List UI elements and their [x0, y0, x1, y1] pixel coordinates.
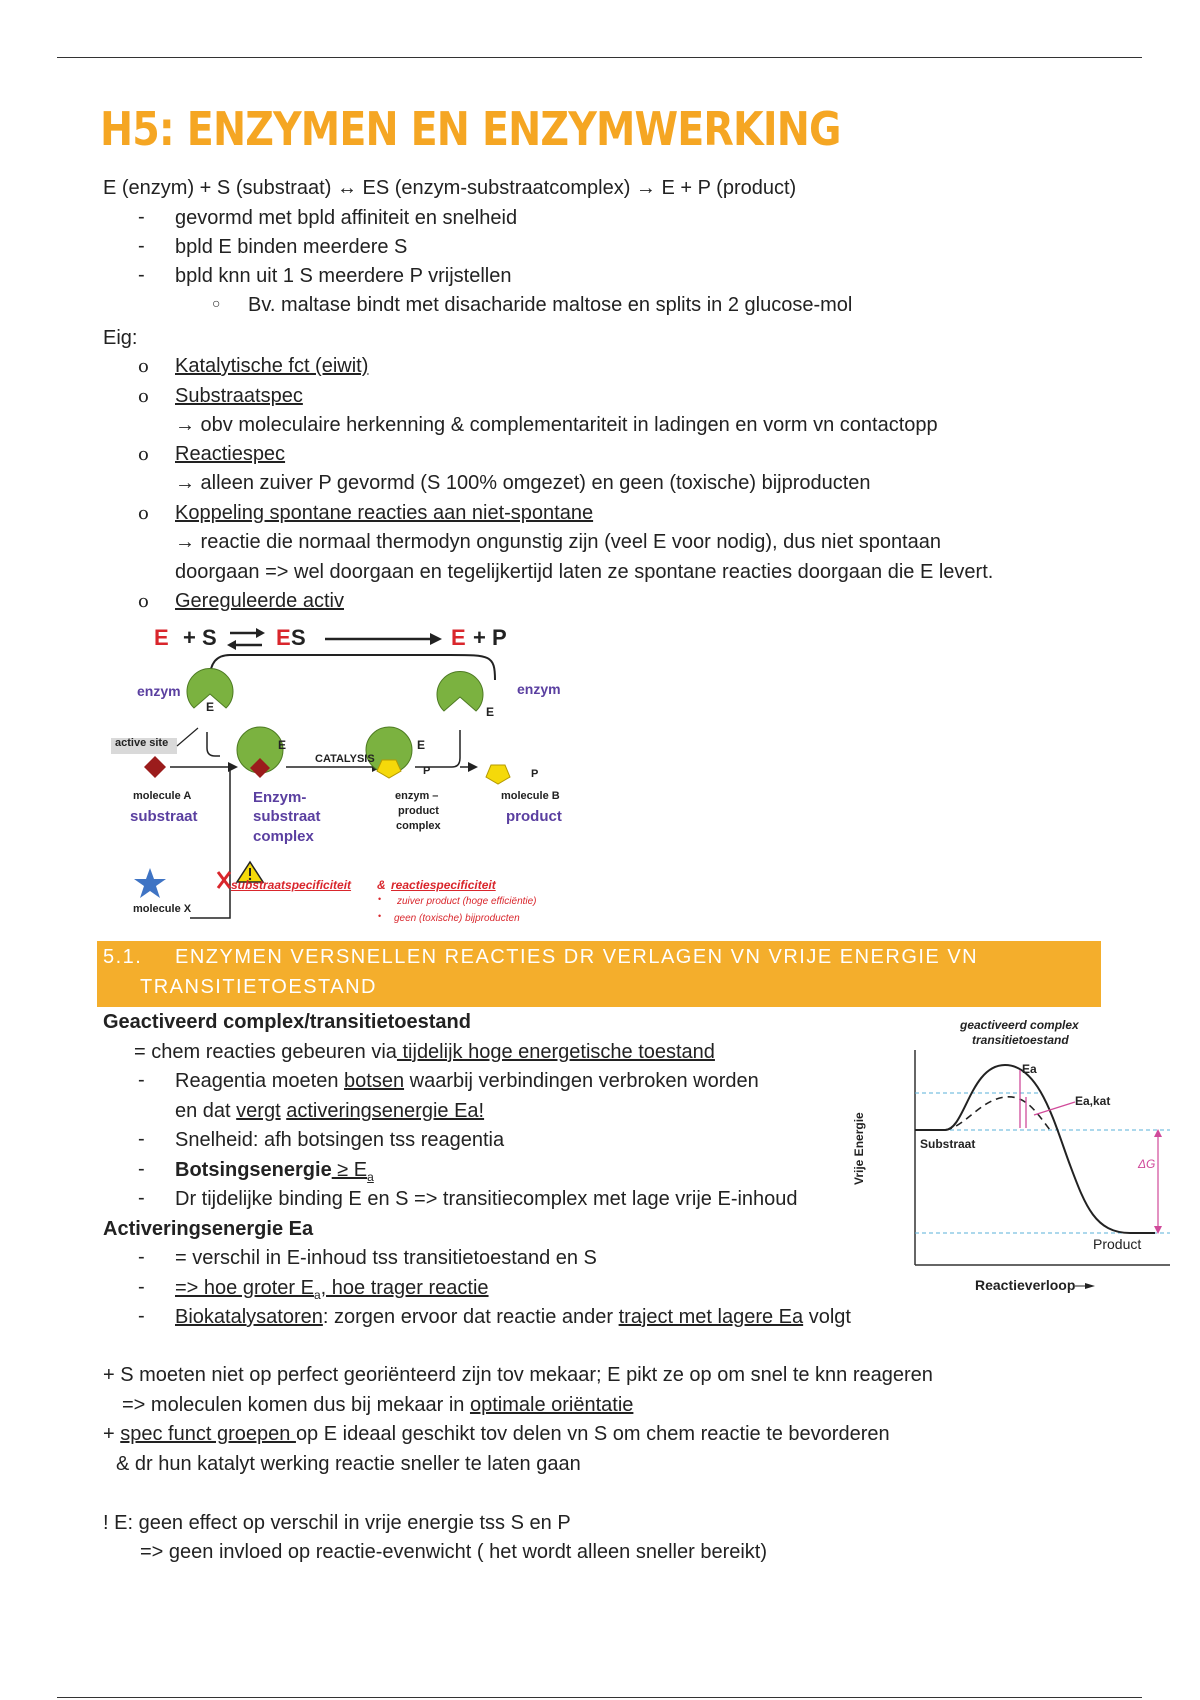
eig-item-title: Katalytische fct (eiwit) [175, 355, 369, 377]
ae-bullet: = verschil in E-inhoud tss transitietoestand en S [175, 1247, 597, 1269]
spec-amp: & [377, 878, 386, 892]
note-bullet: • [378, 911, 382, 921]
enzyme-letter: E [486, 705, 495, 719]
eig-item-desc: → alleen zuiver P gevormd (S 100% omgezet) en geen (toxische) bijproducten [175, 472, 871, 494]
section-banner [97, 941, 1101, 1007]
epc-label: complex [396, 820, 441, 832]
blocked-x-icon [218, 872, 230, 888]
eig-item-title: Substraatspec [175, 385, 303, 407]
eq-plus-p: + P [473, 625, 507, 650]
eq-es-s: S [291, 625, 306, 650]
complex-label: complex [253, 828, 314, 845]
graph-product: Product [1093, 1236, 1142, 1252]
complex-label: Enzym- [253, 789, 307, 806]
o-bullet: o [138, 503, 149, 524]
note-paragraph: => geen invloed op reactie-evenwicht ( het wordt alleen sneller bereikt) [140, 1541, 768, 1563]
molecule-b-label: molecule B [501, 790, 560, 802]
enzyme-mechanism-diagram [110, 620, 590, 940]
dash: - [138, 1158, 145, 1180]
page-title: H5: ENZYMEN EN ENZYMWERKING [100, 102, 841, 156]
o-bullet: o [138, 444, 149, 465]
dash: - [138, 1305, 145, 1327]
dash: - [138, 206, 145, 228]
intro-sub-bullet: Bv. maltase bindt met disacharide maltose en splits in 2 glucose-mol [248, 294, 853, 316]
catalysis-label: CATALYSIS [315, 753, 375, 765]
dash: - [138, 1246, 145, 1268]
dash: - [138, 1187, 145, 1209]
section-title-line2: TRANSITIETOESTAND [140, 976, 378, 998]
graph-ylabel: Vrije Energie [852, 1112, 866, 1185]
molecule-a-diamond [144, 756, 166, 778]
eq-plus-s: + S [183, 625, 217, 650]
ae-heading: Activeringsenergie Ea [103, 1218, 314, 1240]
enzym-label-right: enzym [517, 681, 561, 697]
graph-title1: geactiveerd complex [960, 1018, 1079, 1032]
ae-bullet: Biokatalysatoren: zorgen ervoor dat reactie ander traject met lagere Ea volgt [175, 1306, 851, 1328]
eig-label: Eig: [103, 327, 138, 349]
complex-label: substraat [253, 808, 321, 825]
equilibrium-arrows [227, 628, 265, 650]
bottom-rule [57, 1697, 1142, 1698]
product-pentagon [486, 765, 510, 784]
eig-item-desc: → reactie die normaal thermodyn ongunstig zijn (veel E voor nodig), dus niet spontaan [175, 531, 941, 553]
graph-title2: transitietoestand [972, 1033, 1069, 1047]
ga-heading: Geactiveerd complex/transitietoestand [103, 1011, 471, 1033]
molecule-a-label: molecule A [133, 790, 192, 802]
eig-item-title: Reactiespec [175, 443, 286, 465]
active-site-label: active site [115, 737, 169, 749]
eq-es-e: E [276, 625, 291, 650]
spec1-label: substraatspecificiteit [231, 878, 352, 892]
dash: - [138, 1276, 145, 1298]
eig-item-desc: doorgaan => wel doorgaan en tegelijkertijd laten ze spontane reacties doorgaan die E levert. [175, 561, 994, 583]
graph-ea: Ea [1022, 1062, 1037, 1076]
enzyme-letter: E [206, 700, 215, 714]
dash: - [138, 264, 145, 286]
o-bullet: o [138, 386, 149, 407]
note-bullet: • [378, 894, 382, 904]
graph-xlabel: Reactieverloop [975, 1277, 1076, 1293]
product-letter: P [531, 768, 539, 780]
intro-bullet: bpld knn uit 1 S meerdere P vrijstellen [175, 265, 512, 287]
note-paragraph: + spec funct groepen op E ideaal geschikt tov delen vn S om chem reactie te bevorderen [103, 1423, 890, 1445]
section-title-line1: ENZYMEN VERSNELLEN REACTIES DR VERLAGEN VN VRIJE ENERGIE VN [175, 946, 979, 968]
eig-item-title: Gereguleerde activ [175, 590, 344, 612]
o-bullet: o [138, 591, 149, 612]
ga-bullet: Dr tijdelijke binding E en S => transitiecomplex met lage vrije E-inhoud [175, 1188, 798, 1210]
ga-bullet: Botsingsenergie ≥ $E_a$ [175, 1159, 374, 1184]
eig-item-title: Koppeling spontane reacties aan niet-spontane [175, 502, 594, 524]
note-paragraph: => moleculen komen dus bij mekaar in optimale oriëntatie [122, 1394, 634, 1416]
enzyme-letter: E [417, 738, 426, 752]
energy-diagram [880, 1015, 1180, 1305]
eq-e2: E [451, 625, 466, 650]
enzyme-equation: E (enzym) + S (substraat) ↔ ES (enzym-substraatcomplex) → E + P (product) [103, 177, 797, 199]
circle-bullet: ○ [212, 295, 221, 311]
ga-bullet-cont: en dat vergt activeringsenergie Ea! [175, 1100, 485, 1122]
enzyme-shape [437, 671, 483, 711]
molecule-x-star [134, 868, 166, 898]
product-label: product [506, 808, 562, 825]
reaction-arrow [325, 633, 442, 645]
ga-definition [134, 1040, 715, 1064]
ga-bullet: Snelheid: afh botsingen tss reagentia [175, 1129, 505, 1151]
molecule-x-label: molecule X [133, 903, 192, 915]
epc-label: enzym – [395, 790, 439, 802]
spec2-label: reactiespecificiteit [391, 878, 496, 892]
eig-item-desc: → obv moleculaire herkenning & complementariteit in ladingen en vorm vn contactopp [175, 414, 938, 436]
ga-def-underlined: tijdelijk hoge energetische toestand [396, 1041, 715, 1063]
intro-bullet: bpld E binden meerdere S [175, 236, 408, 258]
section-number: 5.1. [103, 946, 143, 968]
intro-bullet: gevormd met bpld affiniteit en snelheid [175, 207, 518, 229]
graph-substraat: Substraat [920, 1137, 976, 1151]
product-letter: P [423, 765, 431, 777]
note2: geen (toxische) bijproducten [394, 913, 520, 924]
note1: zuiver product (hoge efficiëntie) [397, 896, 537, 907]
enzym-label-left: enzym [137, 683, 181, 699]
note-paragraph: + S moeten niet op perfect georiënteerd zijn tov mekaar; E pikt ze op om snel te knn reageren [103, 1364, 933, 1386]
dash: - [138, 235, 145, 257]
note-paragraph: ! E: geen effect op verschil in vrije energie tss S en P [103, 1512, 571, 1534]
graph-dg: ΔG [1138, 1157, 1156, 1171]
substraat-label: substraat [130, 808, 198, 825]
ga-def-pre: = chem reacties gebeuren via [134, 1041, 397, 1063]
eq-e1: E [154, 625, 169, 650]
top-rule [57, 57, 1142, 58]
dash: - [138, 1069, 145, 1091]
note-paragraph: & dr hun katalyt werking reactie sneller te laten gaan [116, 1453, 581, 1475]
enzyme-substrate-complex [237, 727, 283, 778]
graph-eakat: Ea,kat [1075, 1094, 1111, 1108]
dash: - [138, 1128, 145, 1150]
enzyme-letter: E [278, 738, 287, 752]
ga-bullet: Reagentia moeten botsen waarbij verbindingen verbroken worden [175, 1070, 759, 1092]
epc-label: product [398, 805, 439, 817]
ae-bullet: => hoe groter $E_a$, hoe trager reactie [175, 1277, 489, 1302]
o-bullet: o [138, 356, 149, 377]
